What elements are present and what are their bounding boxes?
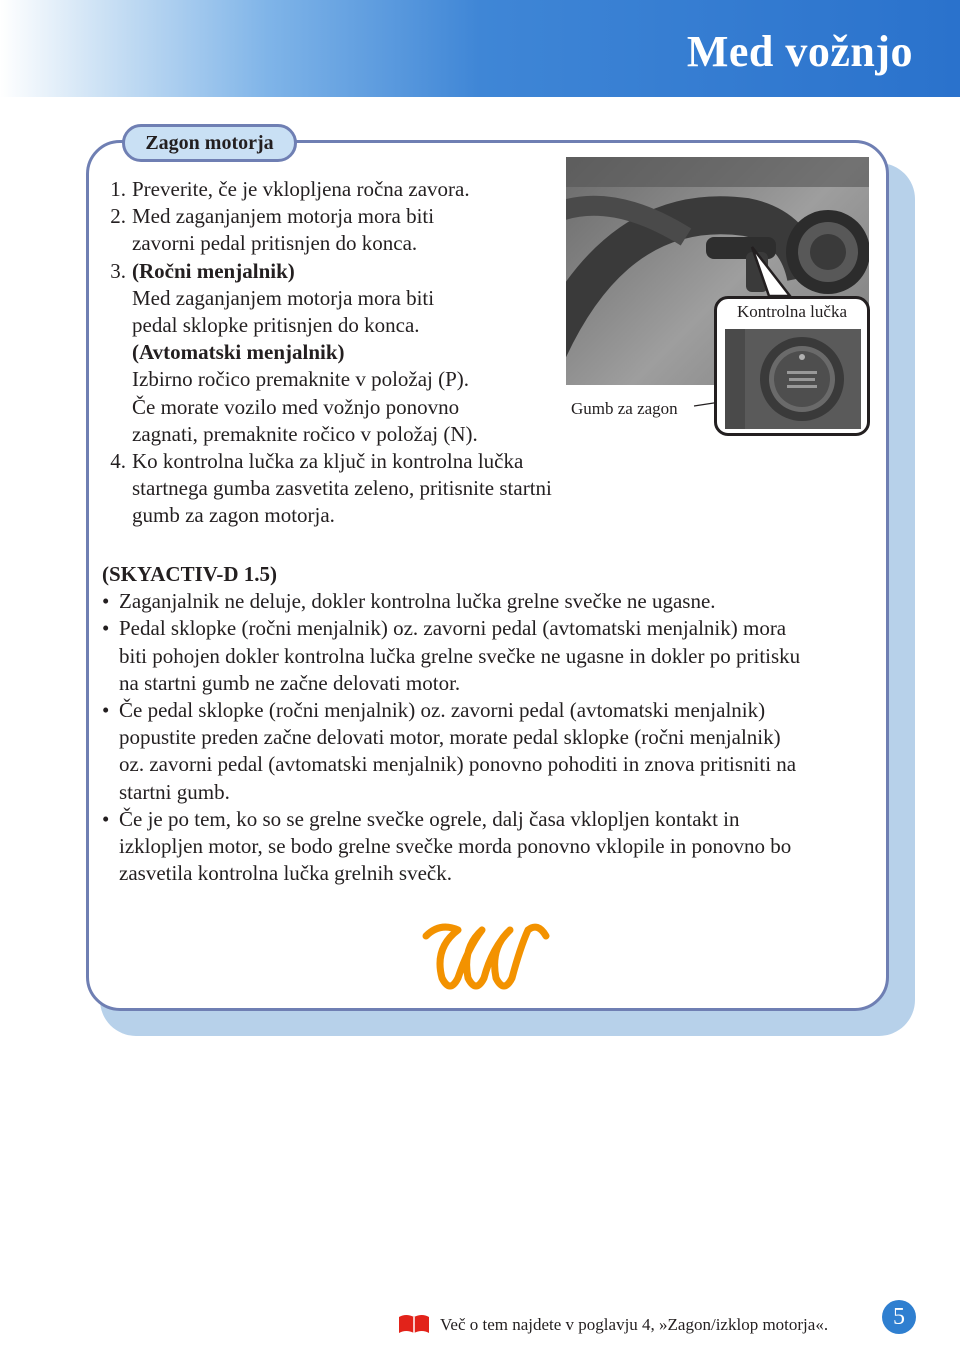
indicator-light-label: Kontrolna lučka (737, 302, 847, 321)
step-number: 2. (110, 204, 126, 229)
page-number: 5 (882, 1300, 916, 1334)
page-title: Med vožnjo (686, 27, 913, 76)
glow-plug-indicator-icon (420, 918, 550, 996)
start-button-label: Gumb za zagon (571, 399, 678, 418)
bullet: • (102, 698, 110, 723)
step-text: pedal sklopke pritisnjen do konca. (132, 313, 420, 338)
list-item (102, 615, 872, 697)
automatic-transmission-title: (Avtomatski menjalnik) (132, 340, 345, 365)
bullet: • (102, 806, 110, 831)
step-text: Ko kontrolna lučka za ključ in kontrolna lučka (132, 449, 524, 474)
bullet-text: Zaganjalnik ne deluje, dokler kontrolna lučka grelne svečke ne ugasne. (119, 589, 716, 614)
book-icon (397, 1313, 431, 1335)
step-text: Preverite, če je vklopljena ročna zavora. (132, 177, 470, 201)
step-text: Če morate vozilo med vožnjo ponovno (132, 394, 460, 419)
bullet-text: Če je po tem, ko so se grelne svečke ogrele, dalj časa vklopljen kontakt in (119, 806, 740, 831)
step-text: zagnati, premaknite ročico v položaj (N). (132, 421, 478, 446)
list-item (102, 588, 872, 615)
bullet-text: popustite preden začne delovati motor, morate pedal sklopke (ročni menjalnik) (119, 725, 781, 750)
bullet-text: Če pedal sklopke (ročni menjalnik) oz. zavorni pedal (avtomatski menjalnik) (119, 698, 766, 723)
section-tab: Zagon motorja (122, 124, 297, 162)
step-text: Izbirno ročico premaknite v položaj (P). (132, 367, 470, 392)
start-button-inset (714, 296, 870, 436)
bullet-text: Pedal sklopke (ročni menjalnik) oz. zavorni pedal (avtomatski menjalnik) mora (119, 616, 787, 641)
step-text: zavorni pedal pritisnjen do konca. (132, 231, 418, 256)
bullet-text: startni gumb. (119, 779, 230, 804)
list-item (102, 697, 872, 806)
bullet-text: na startni gumb ne začne delovati motor. (119, 670, 461, 695)
bullet: • (102, 589, 110, 614)
start-button-icon (725, 329, 861, 429)
step-text: Med zaganjanjem motorja mora biti (132, 204, 435, 229)
skyactiv-section (102, 561, 872, 887)
step-number: 4. (110, 449, 126, 474)
chapter-reference: Več o tem najdete v poglavju 4, »Zagon/izklop motorja«. (440, 1315, 829, 1334)
bullet-text: oz. zavorni pedal (avtomatski menjalnik) ponovno pohoditi in znova pritisniti na (119, 752, 797, 777)
bullet-text: zasvetila kontrolna lučka grelnih svečk. (119, 861, 452, 886)
step-text: Med zaganjanjem motorja mora biti (132, 285, 435, 310)
manual-transmission-title: (Ročni menjalnik) (132, 258, 295, 283)
bullet-text: izklopljen motor, se bodo grelne svečke morda ponovno vklopile in ponovno bo (119, 834, 792, 859)
step-text: gumb za zagon motorja. (132, 503, 335, 528)
list-item (102, 806, 872, 888)
step-number: 3. (110, 258, 126, 283)
step-number: 1. (110, 177, 126, 201)
step-text: startnega gumba zasvetita zeleno, pritisnite startni (132, 476, 552, 501)
bullet-text: biti pohojen dokler kontrolna lučka grelne svečke ne ugasne in dokler po pritisku (119, 643, 801, 668)
skyactiv-title: (SKYACTIV-D 1.5) (102, 562, 278, 586)
bullet: • (102, 616, 110, 641)
